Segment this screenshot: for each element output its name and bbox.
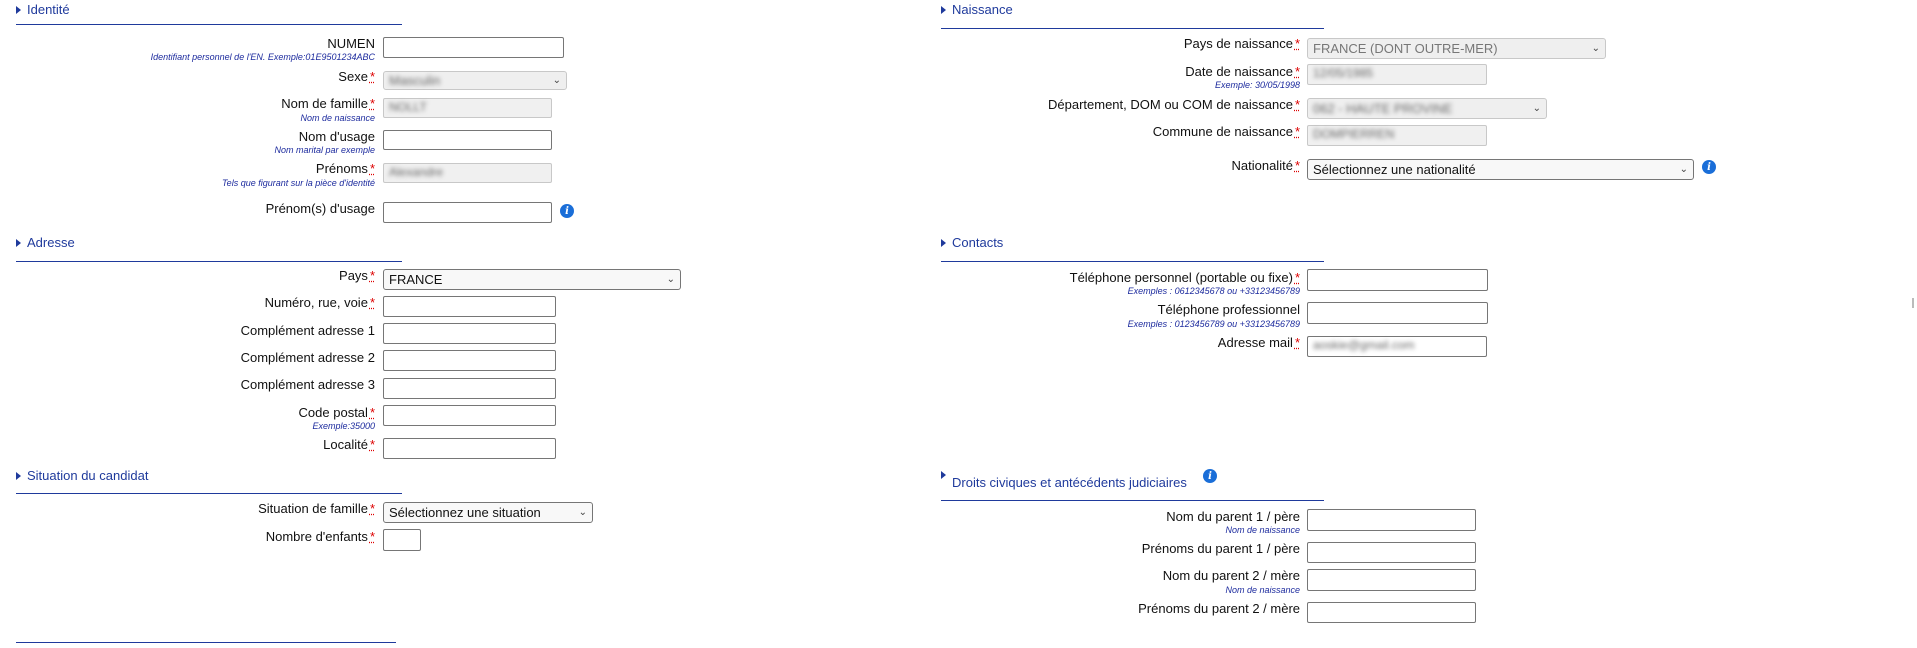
section-contacts-rule: [941, 261, 1324, 262]
expand-triangle-icon: [16, 472, 21, 480]
nationalite-select[interactable]: [1307, 159, 1694, 180]
expand-triangle-icon: [941, 471, 946, 479]
parent1-prenoms-label: Prénoms du parent 1 / père: [1141, 541, 1300, 556]
adresse-mail-input[interactable]: aoskie@gmail.com: [1307, 336, 1487, 357]
date-naissance-label: Date de naissance *: [1185, 64, 1300, 79]
info-icon[interactable]: i: [1702, 160, 1716, 174]
nom-famille-hint: Nom de naissance: [300, 113, 375, 123]
section-naissance-label: Naissance: [952, 2, 1013, 17]
departement-naissance-select[interactable]: [1307, 98, 1547, 119]
bottom-rule: [16, 642, 396, 643]
section-droits-title[interactable]: [941, 469, 1187, 490]
adresse-mail-label: Adresse mail *: [1217, 335, 1300, 350]
chevron-down-icon: ⌄: [552, 75, 561, 86]
parent2-prenoms-input[interactable]: [1307, 602, 1476, 623]
date-naissance-input[interactable]: 12/05/1985: [1307, 64, 1487, 85]
complement2-label: Complément adresse 2: [240, 350, 375, 365]
code-postal-hint: Exemple:35000: [312, 421, 375, 431]
chevron-down-icon: ⌄: [1679, 164, 1688, 175]
parent1-nom-input[interactable]: [1307, 509, 1476, 531]
section-naissance-title[interactable]: [941, 2, 1013, 17]
pays-naissance-value: FRANCE (DONT OUTRE-MER): [1313, 41, 1498, 56]
section-situation-title[interactable]: [16, 468, 148, 483]
section-contacts-title[interactable]: [941, 235, 1003, 250]
prenom-usage-label: Prénom(s) d'usage: [265, 201, 375, 216]
pays-value: FRANCE: [389, 272, 443, 287]
prenoms-hint: Tels que figurant sur la pièce d'identité: [222, 178, 375, 188]
nom-famille-label: Nom de famille *: [281, 96, 375, 111]
nom-usage-hint: Nom marital par exemple: [274, 145, 375, 155]
section-adresse-title[interactable]: [16, 235, 75, 250]
departement-naissance-value: 062 - HAUTE PROVINE: [1313, 101, 1453, 116]
expand-triangle-icon: [16, 6, 21, 14]
situation-famille-value: Sélectionnez une situation: [389, 505, 541, 520]
section-naissance-rule: [941, 28, 1324, 29]
tel-pro-label: Téléphone professionnel: [1157, 302, 1300, 317]
sexe-label: Sexe *: [338, 69, 375, 84]
nom-usage-label: Nom d'usage: [298, 129, 375, 144]
complement1-input[interactable]: [383, 323, 556, 344]
nombre-enfants-label: Nombre d'enfants *: [265, 529, 375, 544]
code-postal-input[interactable]: [383, 405, 556, 426]
parent2-nom-hint: Nom de naissance: [1225, 585, 1300, 595]
info-icon[interactable]: i: [560, 204, 574, 218]
tel-perso-input[interactable]: [1307, 269, 1488, 291]
parent2-prenoms-label: Prénoms du parent 2 / mère: [1138, 601, 1300, 616]
prenoms-input[interactable]: Alexandre: [383, 163, 552, 183]
scrollbar-marker[interactable]: [1912, 298, 1914, 308]
parent1-nom-label: Nom du parent 1 / père: [1166, 509, 1300, 524]
nationalite-value: Sélectionnez une nationalité: [1313, 162, 1476, 177]
numen-input[interactable]: [383, 37, 564, 58]
chevron-down-icon: ⌄: [1532, 103, 1541, 114]
expand-triangle-icon: [16, 239, 21, 247]
numen-hint: Identifiant personnel de l'EN. Exemple:01E9501234ABC: [150, 52, 375, 62]
pays-label: Pays *: [339, 268, 375, 283]
section-contacts-label: Contacts: [952, 235, 1004, 250]
complement2-input[interactable]: [383, 350, 556, 371]
section-droits-label: Droits civiques et antécédents judiciaires: [952, 475, 1187, 490]
chevron-down-icon: ⌄: [1591, 43, 1600, 54]
tel-perso-label: Téléphone personnel (portable ou fixe) *: [1069, 270, 1300, 285]
parent1-prenoms-input[interactable]: [1307, 542, 1476, 563]
situation-famille-select[interactable]: [383, 502, 593, 523]
nom-usage-input[interactable]: [383, 130, 552, 150]
numero-rue-input[interactable]: [383, 296, 556, 317]
section-situation-label: Situation du candidat: [27, 468, 149, 483]
chevron-down-icon: ⌄: [578, 507, 587, 518]
nombre-enfants-input[interactable]: [383, 529, 421, 551]
situation-famille-label: Situation de famille *: [258, 501, 375, 516]
localite-input[interactable]: [383, 438, 556, 459]
sexe-value: Masculin: [389, 73, 441, 88]
section-adresse-label: Adresse: [27, 235, 75, 250]
nom-famille-input[interactable]: NOLLT: [383, 98, 552, 118]
commune-naissance-label: Commune de naissance *: [1152, 124, 1300, 139]
numero-rue-label: Numéro, rue, voie *: [264, 295, 375, 310]
pays-naissance-select[interactable]: [1307, 38, 1606, 59]
departement-naissance-label: Département, DOM ou COM de naissance *: [1048, 97, 1300, 112]
complement3-label: Complément adresse 3: [240, 377, 375, 392]
expand-triangle-icon: [941, 239, 946, 247]
section-situation-rule: [16, 493, 402, 494]
expand-triangle-icon: [941, 6, 946, 14]
localite-label: Localité *: [323, 437, 375, 452]
parent2-nom-input[interactable]: [1307, 569, 1476, 591]
section-adresse-rule: [16, 261, 402, 262]
tel-pro-hint: Exemples : 0123456789 ou +33123456789: [1127, 319, 1300, 329]
complement3-input[interactable]: [383, 378, 556, 399]
tel-pro-input[interactable]: [1307, 302, 1488, 324]
complement1-label: Complément adresse 1: [240, 323, 375, 338]
section-identite-label: Identité: [27, 2, 70, 17]
prenoms-label: Prénoms *: [315, 161, 375, 176]
commune-naissance-input[interactable]: DOMPIERREN: [1307, 125, 1487, 146]
sexe-select[interactable]: [383, 71, 567, 90]
pays-naissance-label: Pays de naissance *: [1183, 36, 1300, 51]
chevron-down-icon: ⌄: [666, 274, 675, 285]
prenom-usage-input[interactable]: [383, 202, 552, 223]
pays-select[interactable]: [383, 269, 681, 290]
nationalite-label: Nationalité *: [1231, 158, 1300, 173]
tel-perso-hint: Exemples : 0612345678 ou +33123456789: [1127, 286, 1300, 296]
section-identite-rule: [16, 24, 402, 25]
date-naissance-hint: Exemple: 30/05/1998: [1214, 80, 1300, 90]
parent2-nom-label: Nom du parent 2 / mère: [1162, 568, 1300, 583]
parent1-nom-hint: Nom de naissance: [1225, 525, 1300, 535]
info-icon[interactable]: i: [1203, 469, 1217, 483]
code-postal-label: Code postal *: [298, 405, 375, 420]
section-identite-title[interactable]: [16, 2, 70, 17]
section-droits-rule: [941, 500, 1324, 501]
numen-label: NUMEN: [327, 36, 375, 51]
